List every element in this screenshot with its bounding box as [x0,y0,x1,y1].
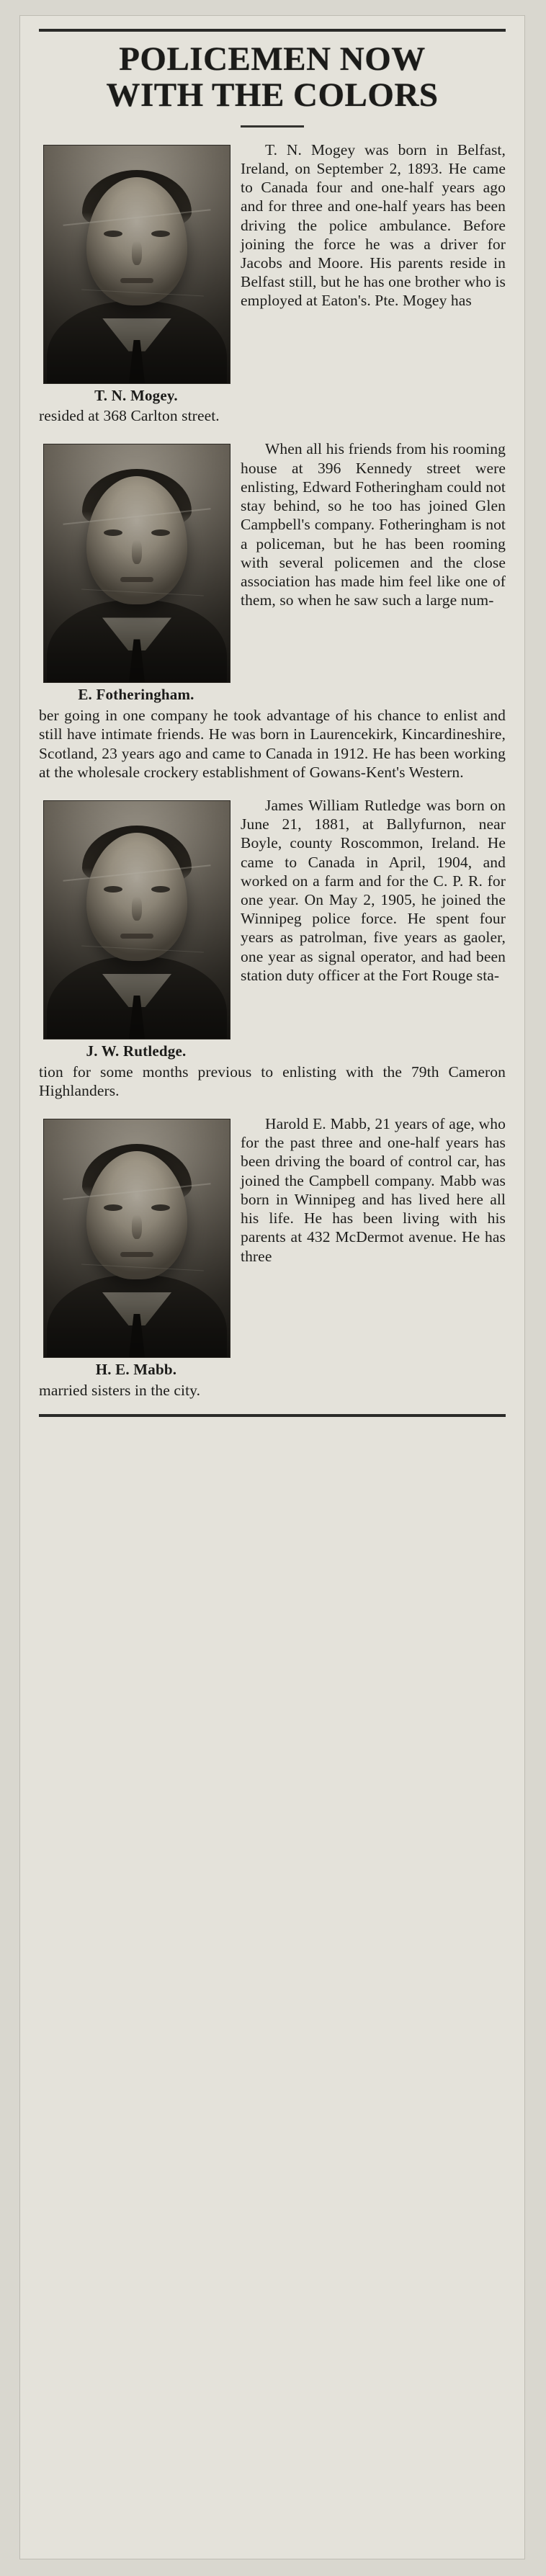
portrait-mogey [43,145,229,406]
photo-caption-mabb: H. E. Mabb. [95,1360,177,1378]
portrait-mabb [43,1119,229,1379]
portrait-photo [43,145,231,384]
newspaper-clipping [20,16,524,2559]
article-body-fotheringham: When all his friends from his rooming house at 396 Kennedy street were enlisting, Edward Fotheringham could not stay behind, so he too has joined Glen Campbell's company. Fotheringham is not a policeman, but he has been rooming with several policemen and the close association has made him feel like one of them, so when he saw such a large num- [241,440,506,609]
portrait-photo [43,1119,231,1358]
article-tail-rutledge: tion for some months previous to enlisting with the 79th Cameron Highlanders. [39,1063,506,1099]
photo-caption-rutledge: J. W. Rutledge. [86,1042,187,1060]
headline-line-2: WITH THE COLORS [106,76,439,114]
page-title [39,42,506,114]
headline-divider [241,125,304,128]
top-rule [39,29,506,32]
article-tail-mabb: married sisters in the city. [39,1381,201,1399]
portrait-fotheringham [43,444,229,705]
article-tail-fotheringham: ber going in one company he took advantage of his chance to enlist and still have intimate friends. He was born in Laurencekirk, Kincardineshire, Scotland, 23 years ago and came to Canada in 1912. He has been working at the wholesale crockery establishment of Gowans-Kent's Western. [39,707,506,781]
article-tail-mogey: resided at 368 Carlton street. [39,407,220,425]
photo-caption-fotheringham: E. Fotheringham. [78,686,194,704]
article-fotheringham [39,439,506,781]
article-mabb [39,1114,506,1400]
article-rutledge [39,796,506,1100]
photo-caption-mogey: T. N. Mogey. [94,386,178,404]
bottom-rule [39,1414,506,1417]
article-body-mogey: T. N. Mogey was born in Belfast, Ireland, on September 2, 1893. He came to Canada four and one-half years ago and for three and one-half years has been driving the police ambulance. Before joining the force he was a driver for Jacobs and Moore. His parents reside in Belfast still, but he has one brother who is employed at Eaton's. Pte. Mogey has [241,140,506,310]
portrait-rutledge [43,800,229,1061]
portrait-photo [43,800,231,1039]
headline-line-1: POLICEMEN NOW [119,40,426,78]
article-mogey [39,140,506,426]
article-body-mabb: Harold E. Mabb, 21 years of age, who for the past three and one-half years has been driving the board of control car, has joined the Campbell company. Mabb was born in Winnipeg and has lived here all his life. He has been living with his parents at 432 McDermot avenue. He has three [241,1114,506,1265]
article-body-rutledge: James William Rutledge was born on June 21, 1881, at Ballyfurnon, near Boyle, county Roscommon, Ireland. He came to Canada in April, 1904, and worked on a farm and for the C. P. R. for one year. On May 2, 1905, he joined the Winnipeg police force. He spent four years as patrolman, five years as gaoler, one year as signal operator, and had been station duty officer at the Fort Rouge sta- [241,796,506,984]
portrait-photo [43,444,231,683]
